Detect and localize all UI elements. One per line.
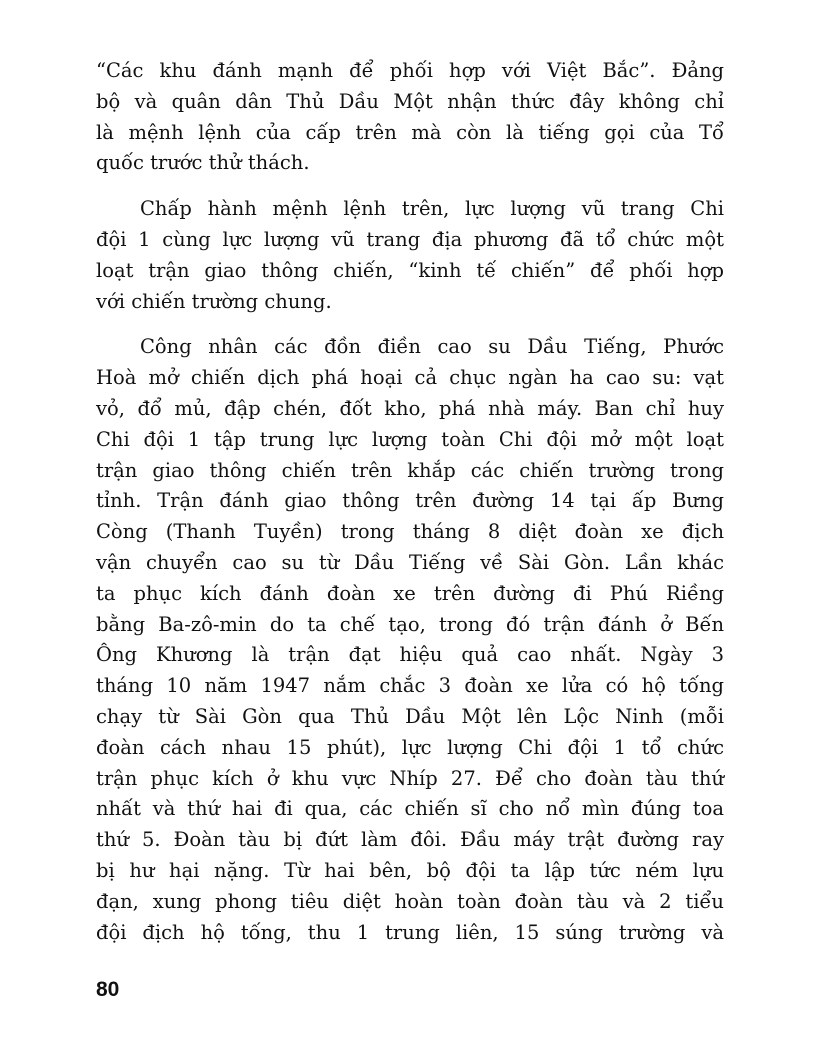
text-line: đội địch hộ tống, thu 1 trung liên, 15 súng trường và <box>96 920 724 944</box>
text-line: tháng 10 năm 1947 nắm chắc 3 đoàn xe lửa có hộ tống <box>96 674 724 698</box>
text-line: vận chuyển cao su từ Dầu Tiếng về Sài Gòn. Lần khác <box>96 550 724 574</box>
text-line: vỏ, đổ mủ, đập chén, đốt kho, phá nhà máy. Ban chỉ huy <box>96 396 724 420</box>
text-line: đội 1 cùng lực lượng vũ trang địa phương đã tổ chức một <box>96 227 724 251</box>
text-line: chạy từ Sài Gòn qua Thủ Dầu Một lên Lộc Ninh (mỗi <box>96 704 724 728</box>
text-line: Công nhân các đồn điền cao su Dầu Tiếng, Phước <box>140 335 724 359</box>
body-text <box>96 56 724 963</box>
text-line: Hoà mở chiến dịch phá hoại cả chục ngàn ha cao su: vạt <box>96 366 724 390</box>
text-line: loạt trận giao thông chiến, “kinh tế chiến” để phối hợp <box>96 258 724 282</box>
text-line: tỉnh. Trận đánh giao thông trên đường 14 tại ấp Bưng <box>96 489 724 513</box>
page-number: 80 <box>96 978 120 1001</box>
text-line: bằng Ba-zô-min do ta chế tạo, trong đó trận đánh ở Bến <box>96 612 724 636</box>
text-line: quốc trước thử thách. <box>96 151 310 175</box>
paragraph-3 <box>96 332 724 948</box>
text-line: đoàn cách nhau 15 phút), lực lượng Chi đội 1 tổ chức <box>96 735 724 759</box>
text-line: Còng (Thanh Tuyền) trong tháng 8 diệt đoàn xe địch <box>96 520 724 544</box>
text-line: bị hư hại nặng. Từ hai bên, bộ đội ta lập tức ném lựu <box>96 858 724 882</box>
text-line: nhất và thứ hai đi qua, các chiến sĩ cho nổ mìn đúng toa <box>96 797 724 821</box>
text-line: đạn, xung phong tiêu diệt hoàn toàn đoàn tàu và 2 tiểu <box>96 889 724 913</box>
paragraph-1 <box>96 56 724 179</box>
text-line: là mệnh lệnh của cấp trên mà còn là tiếng gọi của Tổ <box>96 120 724 144</box>
text-line: “Các khu đánh mạnh để phối hợp với Việt Bắc”. Đảng <box>96 59 724 82</box>
text-line: ta phục kích đánh đoàn xe trên đường đi Phú Riềng <box>96 581 724 605</box>
text-line: Ông Khương là trận đạt hiệu quả cao nhất. Ngày 3 <box>96 643 724 667</box>
text-line: trận phục kích ở khu vực Nhíp 27. Để cho đoàn tàu thứ <box>96 766 724 790</box>
text-line: bộ và quân dân Thủ Dầu Một nhận thức đây không chỉ <box>96 89 724 113</box>
text-line: Chấp hành mệnh lệnh trên, lực lượng vũ trang Chi <box>140 197 724 221</box>
text-line: Chi đội 1 tập trung lực lượng toàn Chi đội mở một loạt <box>96 427 724 451</box>
text-line: thứ 5. Đoàn tàu bị đứt làm đôi. Đầu máy trật đường ray <box>96 828 724 852</box>
text-line: với chiến trường chung. <box>96 289 332 313</box>
paragraph-2 <box>96 194 724 317</box>
text-line: trận giao thông chiến trên khắp các chiến trường trong <box>96 458 724 482</box>
